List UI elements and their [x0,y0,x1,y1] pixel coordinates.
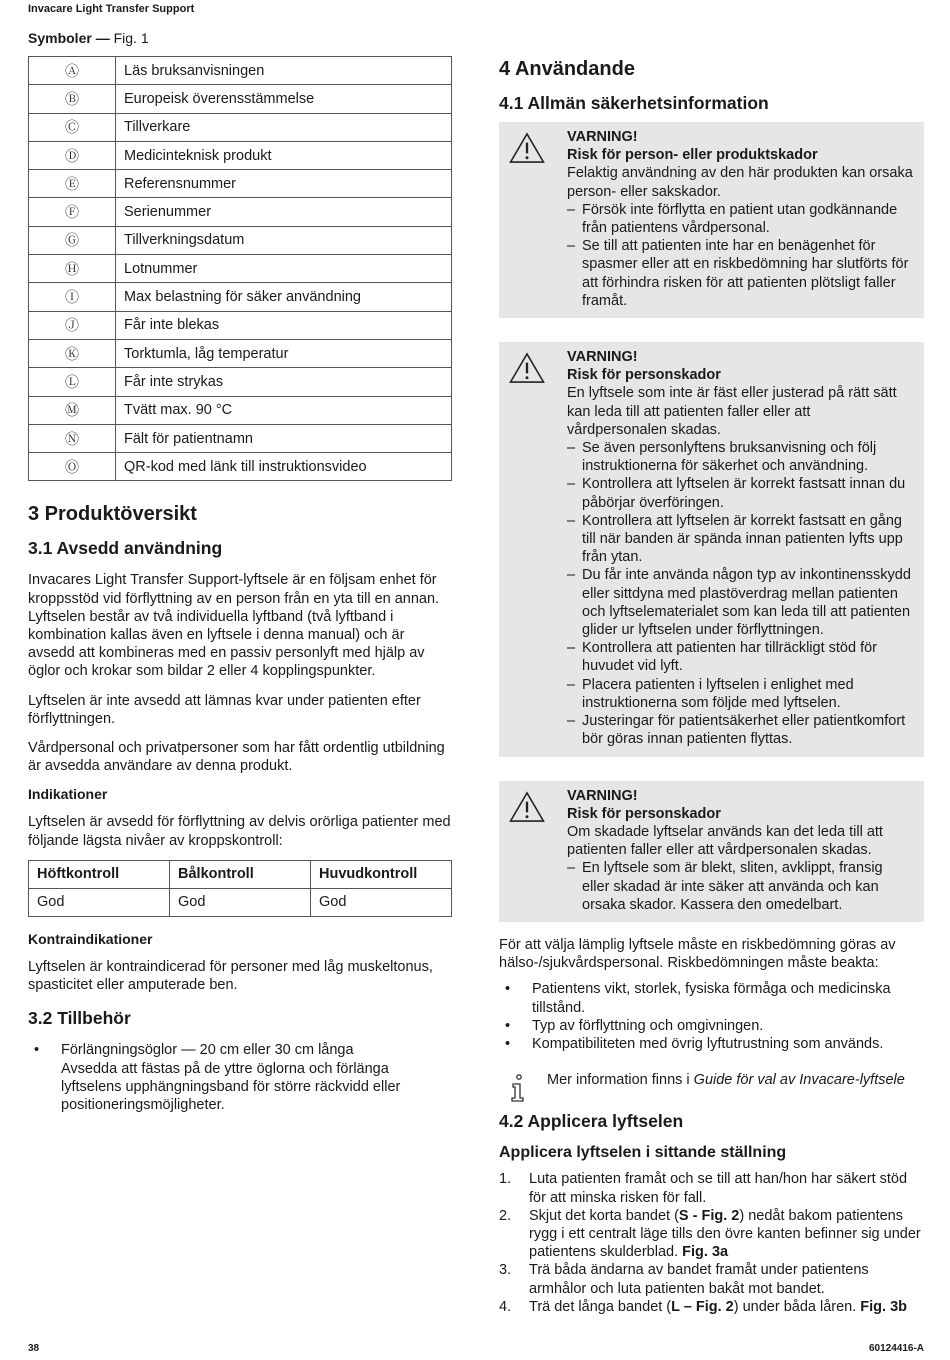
symbol-letter: Ⓐ [29,57,116,85]
dash-marker: – [567,676,576,693]
step-text: Trä båda ändarna av bandet framåt under patientens armhålor och luta patienten bakåt mot bandet. [529,1262,869,1297]
indications-header-row [29,860,452,888]
step-text: ) under båda låren. [733,1298,861,1315]
symbol-description: Tvätt max. 90 °C [116,396,452,424]
figure-reference: Fig. 3a [682,1244,729,1261]
warning-item [567,201,914,237]
list-item [499,1207,924,1262]
right-column [499,58,924,1316]
step-number: 1. [499,1171,512,1188]
warning-item-text: Se till att patienten inte har en benägenhet för spasmer eller att en riskbedömning har slutförts för att förhindra risken för att patienten plötsligt faller framåt. [582,238,909,309]
symbol-letter: Ⓒ [29,113,116,141]
step-text: Luta patienten framåt och se till att han/hon har säkert stöd för att minska risken för fall. [529,1171,908,1206]
symbol-letter: Ⓜ [29,396,116,424]
table-row [29,141,452,169]
figure-reference: L – Fig. 2 [671,1298,734,1315]
warning-item [567,676,914,712]
info-note [499,1071,924,1089]
symbol-description: Lotnummer [116,255,452,283]
indications-value-row [29,888,452,916]
symbol-letter: Ⓕ [29,198,116,226]
list-item-text: Patientens vikt, storlek, fysiska förmåga och medicinska tillstånd. [532,981,891,1016]
warning-text: Om skadade lyftselar används kan det leda till att patienten faller eller att vårdpersonalen skadas. [567,823,883,859]
symbol-description: Tillverkare [116,113,452,141]
symbol-description: Fält för patientnamn [116,424,452,452]
dash-marker: – [567,238,576,255]
warning-label: VARNING! [567,129,638,145]
contraindications-text: Lyftselen är kontraindicerad för personer med låg muskeltonus, spasticitet eller amputerade ben. [28,958,433,994]
symbol-letter: Ⓙ [29,311,116,339]
accessory-name: Förlängningsöglor — 20 cm eller 30 cm långa [61,1042,354,1059]
section-4-title: 4 Användande [499,58,635,80]
document-number: 60124416-A [868,1343,924,1354]
warning-box [499,342,924,756]
table-row [29,396,452,424]
table-row [29,198,452,226]
indications-value-cell: God [311,888,452,916]
table-row [29,226,452,254]
symbol-letter: Ⓛ [29,368,116,396]
warning-item [567,639,914,675]
list-item [499,1170,924,1206]
section-3-2-title: 3.2 Tillbehör [28,1008,131,1029]
contraindications-title: Kontraindikationer [28,930,153,947]
list-item [28,1041,452,1114]
accessories-list [28,1041,452,1114]
warning-heading: Risk för person- eller produktskador [567,147,818,164]
table-row [29,453,452,481]
symbol-letter: Ⓞ [29,453,116,481]
warning-item [567,237,914,310]
not-left-paragraph: Lyftselen är inte avsedd att lämnas kvar under patienten efter förflyttningen. [28,692,421,727]
table-row [29,283,452,311]
warning-icon [509,791,545,823]
symbol-description: QR-kod med länk till instruktionsvideo [116,453,452,481]
warning-label: VARNING! [567,787,638,804]
bullet-icon: • [505,1017,511,1034]
list-item-text: Kompatibiliteten med övrig lyftutrustning som används. [532,1035,884,1052]
warning-item [567,475,914,511]
warning-item-text: Kontrollera att lyftselen är korrekt fastsatt en gång till när banden är spända innan patienten lyfts upp från ytan. [582,512,903,566]
symbol-letter: Ⓓ [29,141,116,169]
section-4-2-title: 4.2 Applicera lyftselen [499,1111,684,1132]
symbol-letter: Ⓗ [29,255,116,283]
info-reference: Guide för val av Invacare-lyftsele [693,1072,905,1089]
warning-item [567,859,914,914]
step-text: Trä det långa bandet ( [529,1298,672,1315]
warning-item [567,439,914,475]
dash-marker: – [567,201,576,218]
symbol-description: Får inte blekas [116,311,452,339]
warning-item [567,566,914,639]
symbol-description: Får inte strykas [116,368,452,396]
section-3-title: 3 Produktöversikt [28,503,197,526]
warning-box [499,122,924,318]
list-item [499,1017,924,1035]
table-row [29,255,452,283]
users-paragraph: Vårdpersonal och privatpersoner som har fått ordentlig utbildning är avsedda användare av denna produkt. [28,740,445,775]
accessory-description: Avsedda att fästas på de yttre öglorna och förlänga lyftselens upphängningsband för större räckvidd eller positioneringsmöjligheter. [61,1060,401,1113]
indications-title: Indikationer [28,786,108,803]
figure-reference: S - Fig. 2 [678,1207,740,1224]
dash-marker: – [567,640,576,657]
symbols-title [28,30,452,46]
list-item [499,1035,924,1053]
table-row [29,368,452,396]
section-4-1-title: 4.1 Allmän säkerhetsinformation [499,93,769,113]
warning-item [567,512,914,567]
warning-label: VARNING! [567,349,638,366]
step-text: Skjut det korta bandet ( [529,1207,679,1224]
indications-text: Lyftselen är avsedd för förflyttning av delvis orörliga patienter med följande lägsta nivåer av kroppskontroll: [28,814,451,849]
risk-assessment-list [499,980,924,1053]
page-number: 38 [28,1343,40,1354]
indications-table [28,860,452,917]
list-item [499,1261,924,1297]
symbols-dash: — [95,30,110,46]
table-row [29,85,452,113]
dash-marker: – [567,713,576,730]
symbol-letter: Ⓔ [29,170,116,198]
symbol-description: Max belastning för säker användning [116,283,452,311]
warning-heading: Risk för personskador [567,805,721,822]
list-item [499,980,924,1016]
symbol-letter: Ⓑ [29,85,116,113]
warning-item-text: Placera patienten i lyftselen i enlighet med instruktionerna som följde med lyftselen. [582,676,854,711]
symbol-letter: Ⓝ [29,424,116,452]
step-number: 3. [499,1262,512,1279]
symbol-description: Läs bruksanvisningen [116,57,452,85]
warning-item [567,712,914,748]
warnings-container [499,122,924,922]
warning-icon [509,132,545,164]
warning-text: En lyftsele som inte är fäst eller justerad på rätt sätt kan leda till att patienten faller eller att vårdpersonalen skadas. [567,385,897,438]
warning-item-text: Försök inte förflytta en patient utan godkännande från patientens vårdpersonal. [582,201,898,237]
warning-item-text: Kontrollera att patienten har tillräckligt stöd för huvudet vid lyft. [582,640,877,675]
table-row [29,424,452,452]
indications-header-cell: Höftkontroll [29,860,170,888]
symbols-table [28,56,452,481]
symbol-description: Medicinteknisk produkt [116,141,452,169]
indications-value-cell: God [29,888,170,916]
warning-item-text: Justeringar för patientsäkerhet eller patientkomfort bör göras innan patienten flyttas. [582,713,906,748]
warning-heading: Risk för personskador [567,367,721,384]
symbol-letter: Ⓚ [29,339,116,367]
symbol-letter: Ⓖ [29,226,116,254]
step-text: ) nedåt bakom patientens rygg i ett centralt läge tills den övre kanten befinner sig under patientens skulderblad. [529,1207,921,1261]
symbols-fig-ref: Fig. 1 [113,30,149,46]
symbol-description: Torktumla, låg temperatur [116,339,452,367]
figure-reference: Fig. 3b [860,1298,908,1315]
dash-marker: – [567,860,576,877]
info-icon [507,1073,527,1103]
dash-marker: – [567,440,576,457]
warning-text: Felaktig användning av den här produkten kan orsaka person- eller sakskador. [567,165,913,200]
table-row [29,57,452,85]
table-row [29,170,452,198]
symbol-description: Europeisk överensstämmelse [116,85,452,113]
intended-use-paragraph: Invacares Light Transfer Support-lyftsele är en följsam enhet för kroppsstöd vid förflyttning av en person från en yta till en annan. Lyftselen består av två individuella lyftband (två lyftband i kombination kallas även en lyftsele i denna manual) och är avsedd att kombineras med en passiv personlyft med hjälp av öglor och krokar som bildar 2 eller 4 kopplingspunkter. [28,572,440,680]
risk-assessment-intro: För att välja lämplig lyftsele måste en riskbedömning göras av hälso-/sjukvårdspersonal. Riskbedömningen måste beakta: [499,936,896,972]
section-3-1-title: 3.1 Avsedd användning [28,538,223,559]
symbol-description: Referensnummer [116,170,452,198]
dash-marker: – [567,567,576,584]
running-header: Invacare Light Transfer Support [28,3,195,15]
warning-item-text: Kontrollera att lyftselen är korrekt fastsatt innan du påbörjar överföringen. [582,476,906,511]
bullet-icon: • [505,1035,511,1052]
indications-header-cell: Huvudkontroll [311,860,452,888]
left-column [28,30,452,1114]
bullet-icon: • [34,1042,40,1059]
table-row [29,311,452,339]
warning-item-text: Se även personlyftens bruksanvisning och följ instruktionerna för säkerhet och användning. [582,440,877,475]
sitting-position-title: Applicera lyftselen i sittande ställning [499,1144,787,1162]
symbol-letter: Ⓘ [29,283,116,311]
bullet-icon: • [505,981,511,998]
symbol-description: Tillverkningsdatum [116,226,452,254]
info-text: Mer information finns i [547,1072,690,1089]
table-row [29,113,452,141]
warning-icon [509,352,545,384]
indications-value-cell: God [170,888,311,916]
table-row [29,339,452,367]
symbols-title-text: Symboler [28,30,92,46]
warning-box [499,781,924,922]
warning-item-text: En lyftsele som är blekt, sliten, avklippt, fransig eller skadad är inte säker att använda och kan orsaka skador. Kassera den omedelbart. [582,860,883,913]
application-steps [499,1170,924,1316]
symbol-description: Serienummer [116,198,452,226]
dash-marker: – [567,512,576,529]
list-item-text: Typ av förflyttning och omgivningen. [532,1017,764,1034]
step-number: 4. [499,1298,512,1315]
indications-header-cell: Bålkontroll [170,860,311,888]
step-number: 2. [499,1207,512,1224]
list-item [499,1298,924,1316]
dash-marker: – [567,476,576,493]
warning-item-text: Du får inte använda någon typ av inkontinensskydd eller sittdyna med plastöverdrag mellan patienten och lyftselematerialet som kan leda till att patienten glider ur lyftselen under förflyttningen. [582,567,911,639]
